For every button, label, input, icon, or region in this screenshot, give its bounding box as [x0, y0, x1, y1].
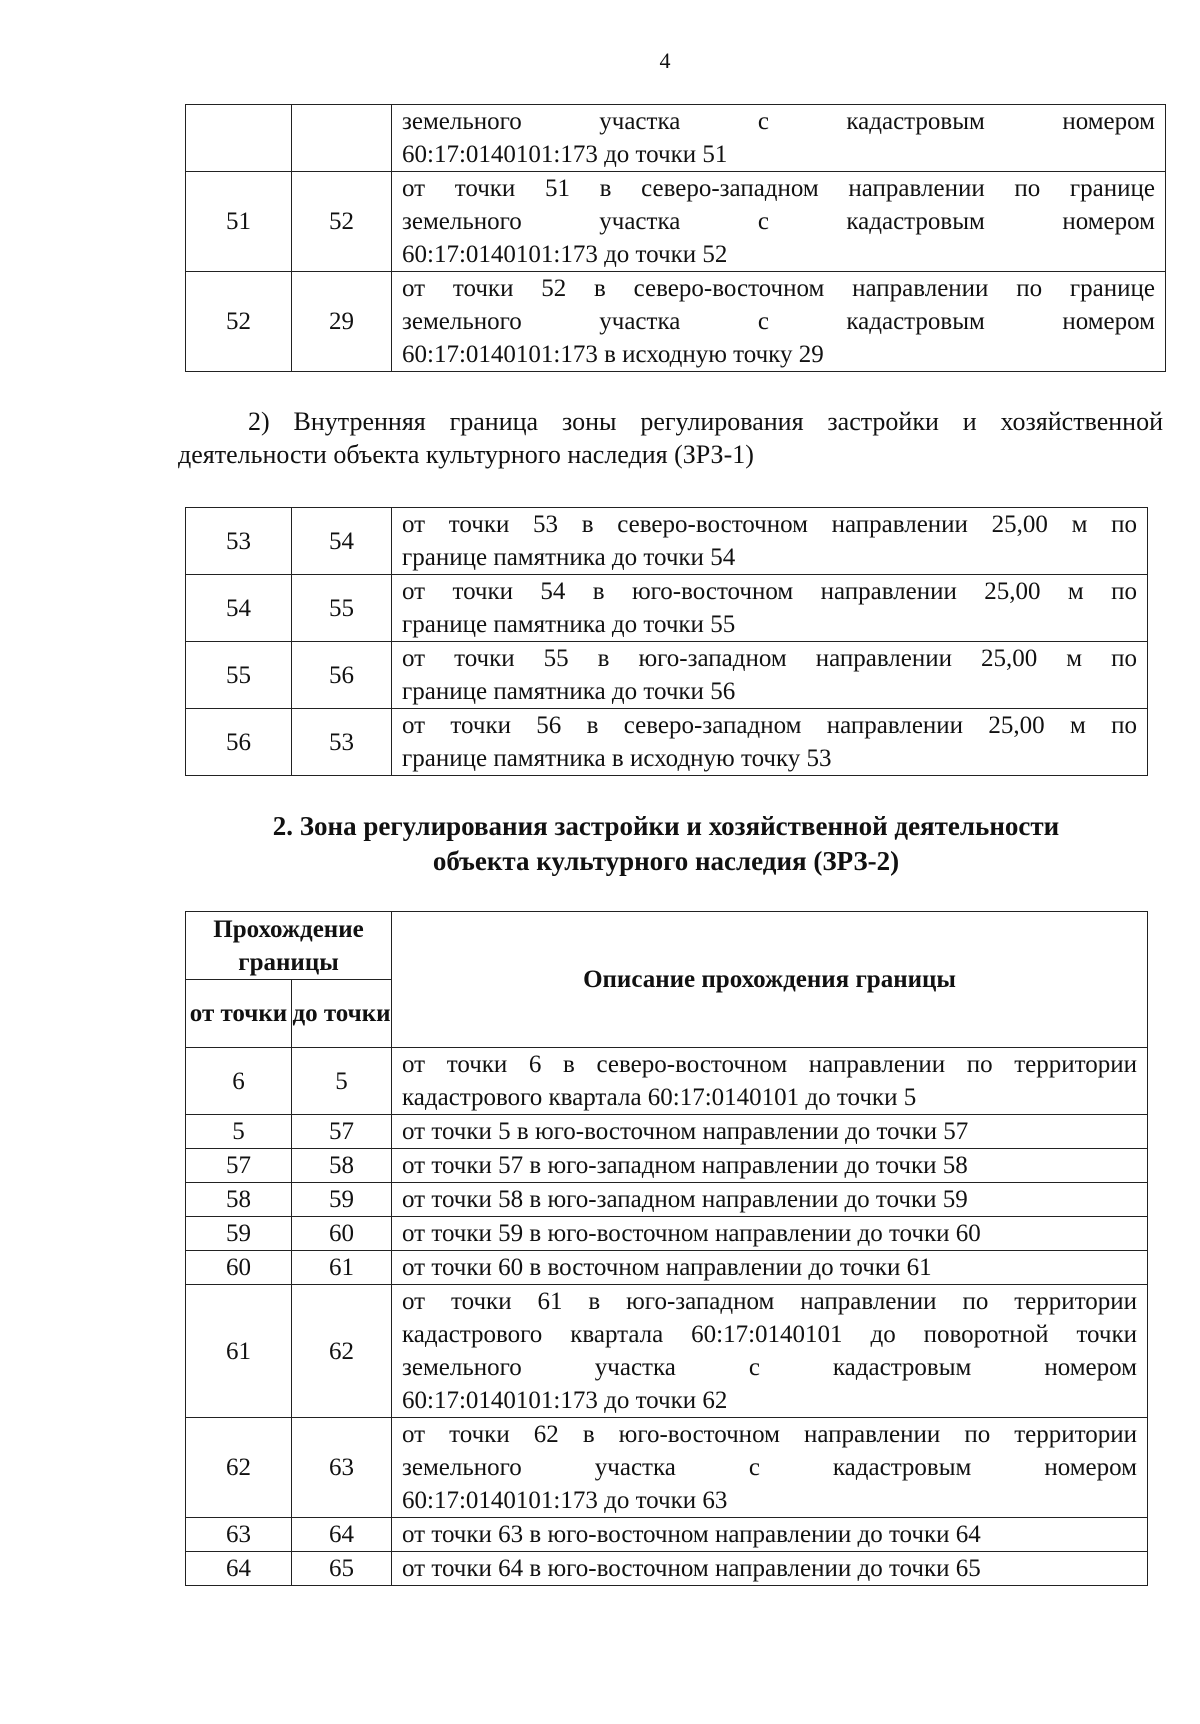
description-cell [392, 508, 1148, 575]
description-column-header: Описание прохождения границы [392, 912, 1148, 1048]
to-point-cell: 59 [292, 1183, 392, 1217]
from-point-cell: 55 [186, 642, 292, 709]
description-line: 60:17:0140101:173 до точки 62 [402, 1387, 728, 1414]
from-point-cell: 53 [186, 508, 292, 575]
description-line: 60:17:0140101:173 в исходную точку 29 [402, 341, 824, 368]
table-row [186, 508, 1148, 575]
description-cell [392, 172, 1166, 272]
description-cell [392, 1217, 1148, 1251]
description-line: от точки 53 в северо-восточном направлении 25,00 м по [402, 511, 1137, 538]
description-line: земельного участка с кадастровым номером [402, 208, 1155, 235]
description-line: границе памятника в исходную точку 53 [402, 745, 832, 772]
to-point-cell: 56 [292, 642, 392, 709]
table-row [186, 1115, 1148, 1149]
from-point-cell: 57 [186, 1149, 292, 1183]
to-point-cell [292, 105, 392, 172]
description-line: земельного участка с кадастровым номером [402, 1354, 1138, 1381]
table-row [186, 1518, 1148, 1552]
section-heading-line-1: 2. Зона регулирования застройки и хозяйственной деятельности [272, 811, 1060, 841]
from-point-cell: 56 [186, 709, 292, 776]
zrz2-boundary-table [185, 911, 1148, 1586]
from-point-cell: 52 [186, 272, 292, 372]
description-line: от точки 59 в юго-восточном направлении до точки 60 [402, 1220, 981, 1247]
to-point-cell: 5 [292, 1048, 392, 1115]
table-row [186, 642, 1148, 709]
inner-boundary-paragraph: 2) Внутренняя граница зоны регулирования застройки и хозяйственной деятельности объекта культурного наследия (ЗРЗ-1) [178, 407, 1163, 469]
inner-boundary-table [185, 507, 1148, 776]
description-line: от точки 58 в юго-западном направлении до точки 59 [402, 1186, 968, 1213]
from-point-cell: 63 [186, 1518, 292, 1552]
description-cell [392, 1149, 1148, 1183]
description-line: от точки 51 в северо-западном направлении по границе [402, 175, 1155, 202]
description-line: от точки 60 в восточном направлении до точки 61 [402, 1254, 932, 1281]
to-point-cell: 54 [292, 508, 392, 575]
description-line: от точки 54 в юго-восточном направлении 25,00 м по [402, 578, 1137, 605]
description-line: от точки 52 в северо-восточном направлении по границе [402, 275, 1155, 302]
from-point-cell: 54 [186, 575, 292, 642]
table-row [186, 1285, 1148, 1418]
section-heading [185, 809, 1147, 879]
to-point-cell: 29 [292, 272, 392, 372]
to-point-cell: 65 [292, 1552, 392, 1586]
description-line: от точки 63 в юго-восточном направлении до точки 64 [402, 1521, 981, 1548]
table-row [186, 709, 1148, 776]
to-point-cell: 52 [292, 172, 392, 272]
description-cell [392, 1251, 1148, 1285]
page-number: 4 [659, 48, 671, 73]
to-point-cell: 60 [292, 1217, 392, 1251]
description-line: земельного участка с кадастровым номером [402, 308, 1155, 335]
to-point-header: до точки [292, 980, 392, 1048]
column-group-header: Прохождение границы [186, 912, 392, 980]
description-cell [392, 1048, 1148, 1115]
to-point-cell: 58 [292, 1149, 392, 1183]
description-line: от точки 5 в юго-восточном направлении до точки 57 [402, 1118, 969, 1145]
to-point-cell: 64 [292, 1518, 392, 1552]
description-line: от точки 61 в юго-западном направлении по территории [402, 1288, 1138, 1315]
table-row [186, 172, 1166, 272]
table-row [186, 105, 1166, 172]
description-line: земельного участка с кадастровым номером [402, 1454, 1138, 1481]
boundary-table-continuation [185, 104, 1166, 372]
table-row [186, 1149, 1148, 1183]
description-cell [392, 575, 1148, 642]
table-row [186, 1418, 1148, 1518]
to-point-cell: 57 [292, 1115, 392, 1149]
table-row [186, 1048, 1148, 1115]
to-point-cell: 62 [292, 1285, 392, 1418]
table-row [186, 1183, 1148, 1217]
from-point-cell: 64 [186, 1552, 292, 1586]
to-point-cell: 63 [292, 1418, 392, 1518]
table-row [186, 272, 1166, 372]
from-point-cell: 59 [186, 1217, 292, 1251]
from-point-cell: 60 [186, 1251, 292, 1285]
from-point-cell: 6 [186, 1048, 292, 1115]
description-line: от точки 57 в юго-западном направлении до точки 58 [402, 1152, 968, 1179]
from-point-cell: 61 [186, 1285, 292, 1418]
from-point-cell [186, 105, 292, 172]
description-cell [392, 1518, 1148, 1552]
description-cell [392, 1183, 1148, 1217]
to-point-cell: 53 [292, 709, 392, 776]
table-row [186, 1217, 1148, 1251]
from-point-cell: 5 [186, 1115, 292, 1149]
description-line: от точки 62 в юго-восточном направлении по территории [402, 1421, 1138, 1448]
description-cell [392, 1115, 1148, 1149]
table-row [186, 1251, 1148, 1285]
description-line: границе памятника до точки 55 [402, 611, 736, 638]
from-point-cell: 51 [186, 172, 292, 272]
description-line: от точки 6 в северо-восточном направлении по территории [402, 1051, 1138, 1078]
description-line: границе памятника до точки 54 [402, 544, 736, 571]
from-point-cell: 58 [186, 1183, 292, 1217]
description-line: земельного участка с кадастровым номером [402, 108, 1155, 135]
description-cell [392, 272, 1166, 372]
table-row [186, 575, 1148, 642]
from-point-header: от точки [186, 980, 292, 1048]
description-cell [392, 1285, 1148, 1418]
table-row [186, 1552, 1148, 1586]
description-line: 60:17:0140101:173 до точки 51 [402, 141, 728, 168]
description-cell [392, 709, 1148, 776]
to-point-cell: 61 [292, 1251, 392, 1285]
description-line: от точки 64 в юго-восточном направлении до точки 65 [402, 1555, 981, 1582]
description-cell [392, 1418, 1148, 1518]
from-point-cell: 62 [186, 1418, 292, 1518]
to-point-cell: 55 [292, 575, 392, 642]
description-cell [392, 1552, 1148, 1586]
description-line: границе памятника до точки 56 [402, 678, 736, 705]
description-line: от точки 56 в северо-западном направлении 25,00 м по [402, 712, 1137, 739]
description-cell [392, 642, 1148, 709]
description-line: от точки 55 в юго-западном направлении 25,00 м по [402, 645, 1137, 672]
description-line: кадастрового квартала 60:17:0140101 до поворотной точки [402, 1321, 1138, 1348]
description-line: 60:17:0140101:173 до точки 52 [402, 241, 728, 268]
section-heading-line-2: объекта культурного наследия (ЗРЗ-2) [432, 846, 900, 876]
description-line: кадастрового квартала 60:17:0140101 до точки 5 [402, 1084, 917, 1111]
description-cell [392, 105, 1166, 172]
description-line: 60:17:0140101:173 до точки 63 [402, 1487, 728, 1514]
